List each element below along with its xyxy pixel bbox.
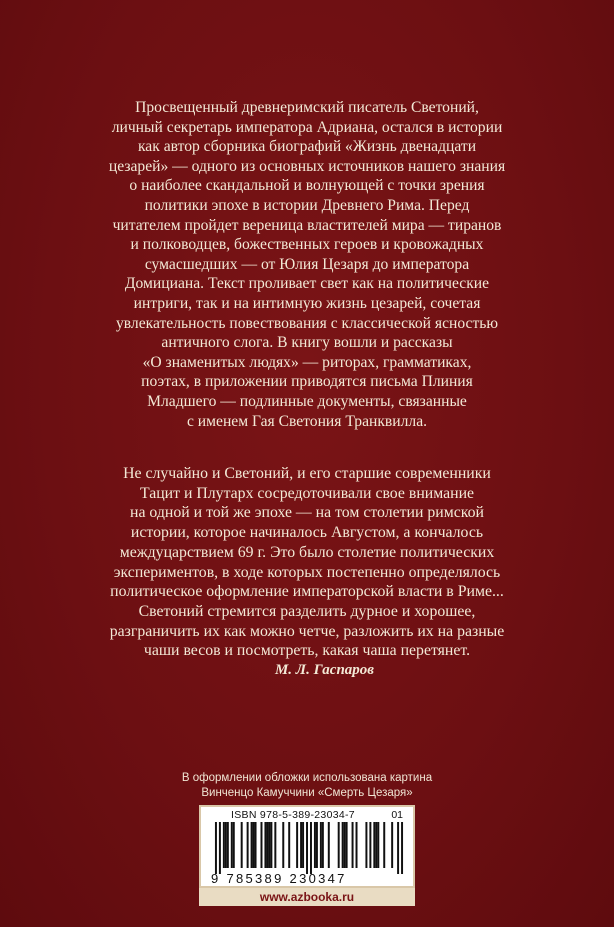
quote-author: М. Л. Гаспаров (274, 662, 374, 678)
cover-art-credit (0, 771, 614, 801)
description-line: поэтах, в приложении приводятся письма Плиния (141, 373, 473, 391)
quote-line: Тацит и Плутарх сосредоточивали свое внимание (139, 484, 475, 502)
quote-line: чаши весов и посмотреть, какая чаша перетянет. (143, 642, 471, 660)
quote-line: разграничить их как можно четче, разложить их на разные (109, 622, 505, 640)
description-line: интриги, так и на интимную жизнь цезарей, сочетая (133, 294, 481, 312)
barcode-bar (346, 822, 348, 868)
description-line: с именем Гая Светония Транквилла. (186, 412, 428, 430)
description-line: «О знаменитых людях» — риторах, грамматиках, (142, 353, 472, 371)
barcode-bar (296, 822, 298, 868)
quote-line: истории, которое начиналось Августом, а кончалось (130, 524, 484, 542)
barcode-bar (268, 822, 270, 868)
barcode-bar (253, 822, 255, 868)
barcode-bar (310, 822, 312, 874)
barcode-bar (225, 822, 227, 868)
description-line: увлекательность повествования с классической ясностью (115, 314, 499, 332)
barcode-bar (338, 822, 340, 868)
description-line: политики эпохе в истории Древнего Рима. Перед (144, 196, 470, 214)
barcode-bar (233, 822, 235, 868)
quote-line: экспериментов, в ходе которых постепенно определялось (113, 563, 501, 581)
barcode-bar (397, 822, 399, 874)
addon-code: 01 (391, 809, 403, 821)
ean-digits: 9 785389 230347 (211, 871, 347, 886)
credit-line: Винченцо Камуччини «Смерть Цезаря» (201, 787, 413, 799)
barcode-bar (300, 822, 302, 868)
barcode-bar (255, 822, 257, 868)
isbn-label: ISBN 978-5-389-23034-7 (231, 809, 355, 821)
description-line: сумасшедших — от Юлия Цезаря до императора (144, 255, 470, 273)
barcode-bar (270, 822, 272, 868)
barcode-bar (223, 822, 225, 868)
isbn-barcode-box (199, 805, 415, 888)
description-line: читателем пройдет вереница властителей мира — тиранов (112, 216, 502, 234)
barcode-bars (211, 822, 407, 874)
description-line: и полководцев, божественных героев и кровожадных (130, 236, 484, 254)
barcode-bar (282, 822, 284, 868)
barcode-bar (241, 822, 243, 868)
barcode-bar (356, 822, 358, 868)
barcode-bar (369, 822, 371, 868)
barcode-bar (373, 822, 375, 868)
barcode-bar (247, 822, 249, 868)
barcode-bar (302, 822, 304, 868)
publisher-url[interactable]: www.azbooka.ru (199, 888, 415, 906)
barcode-bar (375, 822, 377, 868)
quote-line: междуцарствием 69 г. Это было столетие политических (119, 543, 495, 561)
barcode-bar (251, 822, 253, 868)
description-line: античного слога. В книгу вошли и рассказы (161, 334, 453, 352)
critic-quote (30, 464, 584, 661)
quote-line: на одной и той же эпохе — на том столетии римской (130, 504, 484, 522)
credit-line: В оформлении обложки использована картина (181, 772, 433, 784)
barcode-graphic (211, 822, 407, 874)
barcode-bar (377, 822, 379, 868)
description-line: о наиболее скандальной и волнующей с точки зрения (129, 177, 485, 195)
barcode-bar (266, 822, 268, 868)
barcode-bar (288, 822, 290, 868)
quote-line: Светоний стремится разделить дурное и хорошее, (138, 602, 476, 620)
description-line: Домициана. Текст проливает свет как на политические (124, 275, 490, 293)
barcode-bar (365, 822, 367, 868)
barcode-bar (227, 822, 229, 868)
barcode-bar (344, 822, 346, 868)
quote-line: Не случайно и Светоний, и его старшие современники (123, 465, 491, 482)
barcode-bar (352, 822, 354, 868)
barcode-bar (314, 822, 316, 868)
description-line: личный секретарь императора Адриана, остался в истории (111, 118, 503, 136)
barcode-bar (328, 822, 330, 868)
barcode-bar (215, 822, 217, 874)
book-description (70, 98, 544, 431)
barcode-bar (342, 822, 344, 868)
barcode-bar (231, 822, 233, 868)
description-line: Младшего — подлинные документы, связанные (147, 392, 467, 410)
description-line: Просвещенный древнеримский писатель Светоний, (135, 99, 479, 116)
quote-line: политическое оформление императорской власти в Риме... (110, 583, 504, 601)
barcode-bar (306, 822, 308, 874)
description-line: цезарей» — одного из основных источников нашего знания (108, 157, 506, 175)
barcode-bar (316, 822, 318, 868)
barcode-bar (383, 822, 385, 868)
barcode-bar (401, 822, 403, 874)
description-line: как автор сборника биографий «Жизнь двенадцати (137, 138, 477, 156)
barcode-bar (320, 822, 322, 868)
barcode-bar (274, 822, 276, 868)
barcode-bar (264, 822, 266, 868)
barcode-bar (391, 822, 393, 868)
barcode-bar (260, 822, 262, 868)
barcode-bar (322, 822, 324, 868)
barcode-bar (219, 822, 221, 874)
